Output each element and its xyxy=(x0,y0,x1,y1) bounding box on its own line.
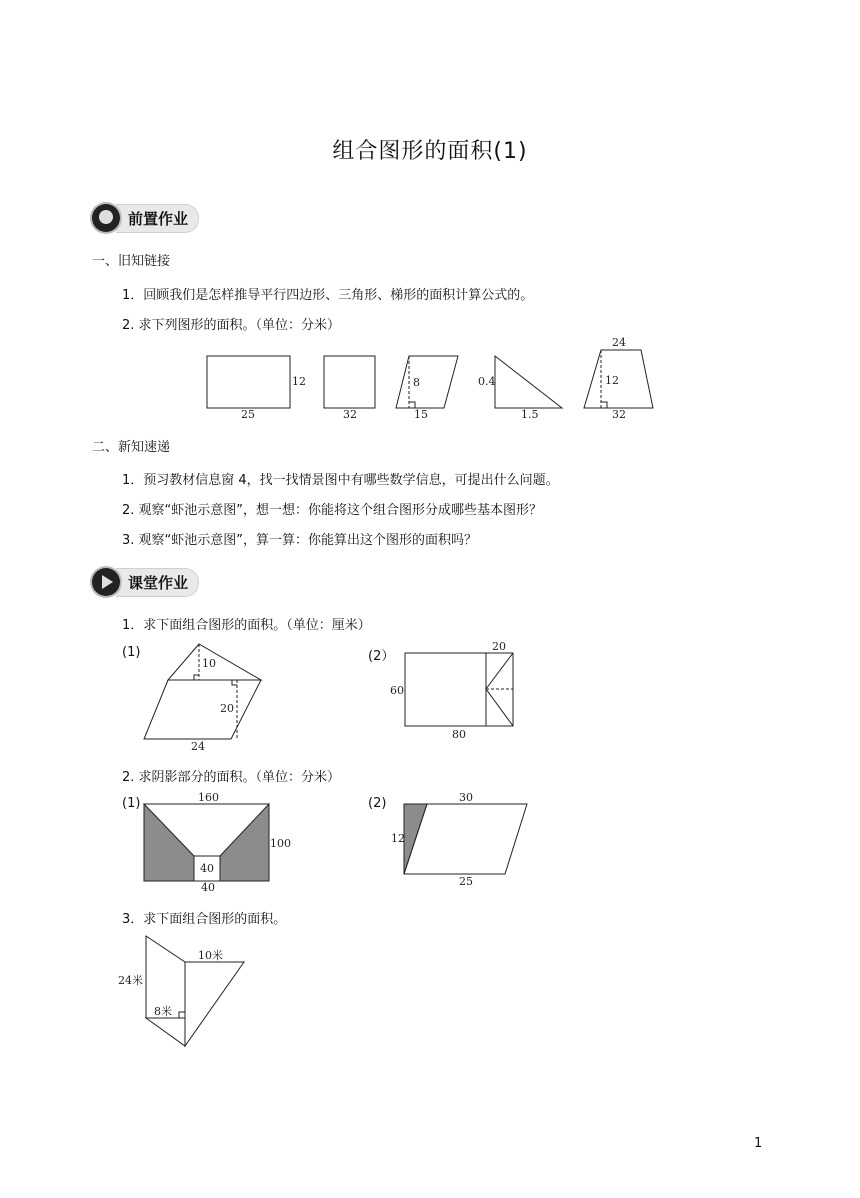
right-angle-mark xyxy=(194,675,199,680)
fig2-width-label: 80 xyxy=(452,728,466,741)
right-angle-mark xyxy=(179,1012,185,1018)
trap-height-label: 12 xyxy=(605,374,619,387)
page-number: 1 xyxy=(754,1136,763,1151)
class-q1-fig2-label: (2） xyxy=(368,649,395,664)
q2-fig2-height-label: 12 xyxy=(391,832,405,845)
play-icon xyxy=(92,568,120,596)
q2-fig1-height-label: 100 xyxy=(270,837,291,850)
q3-top-label: 10米 xyxy=(198,949,223,962)
fig1-base-label: 24 xyxy=(191,740,205,753)
class-q1-fig1-label: (1) xyxy=(122,645,141,660)
rectangle-triangle-figure xyxy=(388,640,528,740)
triangle-parallelogram-figure xyxy=(140,640,280,755)
bottom-triangle xyxy=(146,1018,185,1046)
square-shape xyxy=(324,356,375,408)
part2-question-1: 1．预习教材信息窗 4，找一找情景图中有哪些数学信息，可提出什么问题。 xyxy=(122,473,559,488)
right-angle-mark xyxy=(232,680,237,685)
part1-question-2: 2. 求下列图形的面积。（单位：分米） xyxy=(122,318,341,333)
q2-fig1-inner-label: 40 xyxy=(200,862,214,875)
class-question-1: 1．求下面组合图形的面积。（单位：厘米） xyxy=(122,618,371,633)
square-side-label: 32 xyxy=(343,408,357,421)
part2-heading: 二、新知速递 xyxy=(92,440,171,455)
section-badge-class xyxy=(92,568,199,596)
class-q2-fig1-label: (1) xyxy=(122,796,141,811)
section-badge-label: 课堂作业 xyxy=(116,568,199,597)
q3-inner-label: 8米 xyxy=(154,1005,172,1018)
class-q2-fig2-label: (2) xyxy=(368,796,387,811)
fig2-height-label: 60 xyxy=(390,684,404,697)
q2-fig2-bottom-label: 25 xyxy=(459,875,473,888)
q2-fig1-top-label: 160 xyxy=(198,791,219,804)
basic-shapes-figure xyxy=(195,334,665,424)
part2-question-2: 2. 观察“虾池示意图”，想一想：你能将这个组合图形分成哪些基本图形？ xyxy=(122,503,543,518)
shaded-parallelogram-figure xyxy=(388,790,538,890)
parallelogram-shape xyxy=(396,356,458,408)
para-height-label: 8 xyxy=(413,376,420,389)
section-badge-pre xyxy=(92,204,199,232)
triangle-shape xyxy=(495,356,562,408)
rectangle-triangle-composite-figure xyxy=(114,930,254,1050)
page-title: 组合图形的面积(1) xyxy=(332,139,528,164)
tri-base-label: 1.5 xyxy=(521,408,539,421)
right-angle-mark xyxy=(601,402,607,408)
shaded-trapezoid-figure xyxy=(140,792,300,896)
q3-left-label: 24米 xyxy=(118,974,143,987)
tri-height-label: 0.4 xyxy=(478,375,496,388)
rect-height-label: 12 xyxy=(292,375,306,388)
class-question-3: 3．求下面组合图形的面积。 xyxy=(122,912,287,927)
part2-question-3: 3. 观察“虾池示意图”，算一算：你能算出这个图形的面积吗？ xyxy=(122,533,478,548)
section-badge-label: 前置作业 xyxy=(116,204,199,233)
rect-width-label: 25 xyxy=(241,408,255,421)
smile-icon xyxy=(92,204,120,232)
bottom-parallelogram xyxy=(144,680,261,739)
right-triangle-top xyxy=(185,962,244,1046)
fig2-top-label: 20 xyxy=(492,640,506,653)
left-shaded-region xyxy=(144,804,194,881)
class-question-2: 2. 求阴影部分的面积。（单位：分米） xyxy=(122,770,341,785)
part1-heading: 一、旧知链接 xyxy=(92,254,171,269)
q2-fig2-top-label: 30 xyxy=(459,791,473,804)
q2-fig1-bottom-label: 40 xyxy=(201,881,215,894)
fig1-para-height-label: 20 xyxy=(220,702,234,715)
rectangle-shape xyxy=(207,356,290,408)
trap-bottom-label: 32 xyxy=(612,408,626,421)
fig1-tri-height-label: 10 xyxy=(202,657,216,670)
right-shaded-region xyxy=(220,804,269,881)
trap-top-label: 24 xyxy=(612,336,626,349)
part1-question-1: 1．回顾我们是怎样推导平行四边形、三角形、梯形的面积计算公式的。 xyxy=(122,288,534,303)
para-base-label: 15 xyxy=(414,408,428,421)
